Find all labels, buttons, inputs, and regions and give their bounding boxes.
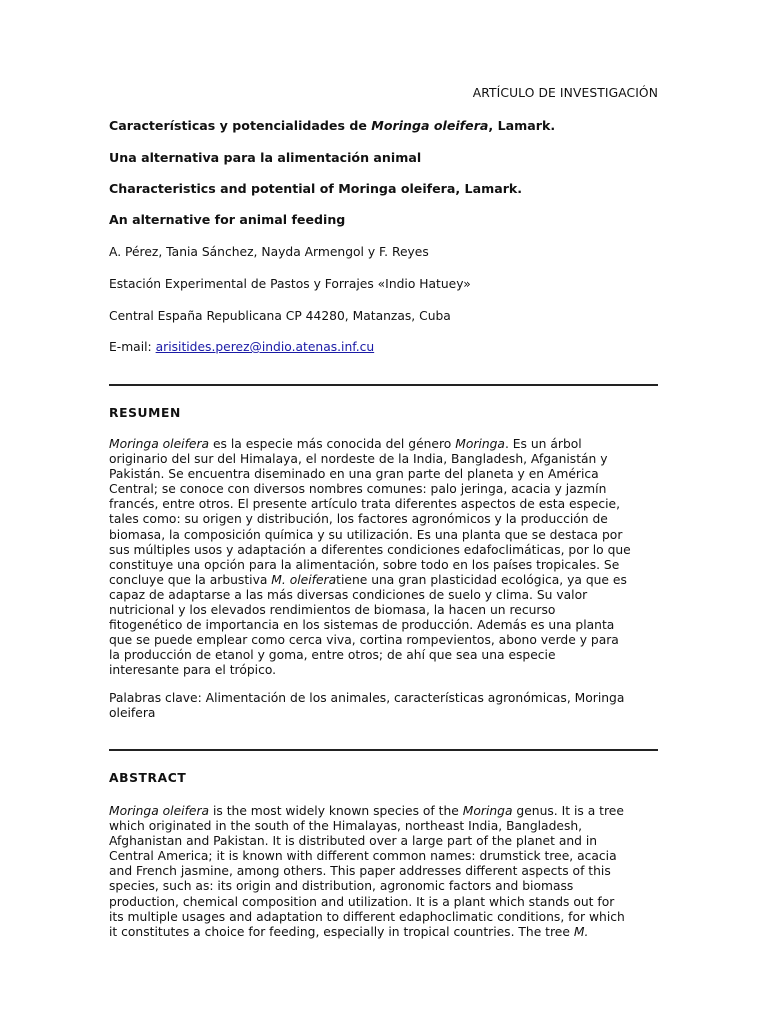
text-run: which originated in the south of the Himalayas, northeast India, Bangladesh, xyxy=(109,819,583,834)
text-run: francés, entre otros. El presente artículo trata diferentes aspectos de esta especie, xyxy=(109,497,621,512)
species-name: Moringa xyxy=(462,804,513,818)
text-run: es la especie más conocida del género xyxy=(209,437,456,451)
text-run: sus múltiples usos y adaptación a diferentes condiciones edafoclimáticas, por lo que xyxy=(109,542,631,557)
text-run: la producción de etanol y goma, entre otros; de ahí que sea una especie xyxy=(109,648,556,663)
paragraph-line xyxy=(109,452,658,467)
title-es-post: , Lamark. xyxy=(488,118,556,133)
keywords-line: Palabras clave: Alimentación de los animales, características agronómicas, Moringa xyxy=(109,691,625,705)
text-run: genus. It is a tree xyxy=(512,804,624,818)
paragraph-line xyxy=(109,849,658,864)
text-run: constituye una opción para la alimentación, sobre todo en los países tropicales. Se xyxy=(109,557,620,572)
paragraph-line xyxy=(109,558,658,573)
text-run: interesante para el trópico. xyxy=(109,663,277,678)
text-run: capaz de adaptarse a las más diversas condiciones de suelo y clima. Su valor xyxy=(109,587,588,602)
text-run: Pakistán. Se encuentra diseminado en una gran parte del planeta y en América xyxy=(109,467,599,482)
paragraph-line xyxy=(109,910,658,925)
paragraph-line xyxy=(109,834,658,849)
text-run: que se puede emplear como cerca viva, cortina rompevientos, abono verde y para xyxy=(109,633,619,648)
paragraph-line xyxy=(109,528,658,543)
paragraph-line xyxy=(109,633,658,648)
paragraph-line xyxy=(109,804,658,819)
species-name: M. xyxy=(573,924,589,939)
paragraph-line xyxy=(109,588,658,603)
paragraph-line xyxy=(109,543,658,558)
text-run: production, chemical composition and utilization. It is a plant which stands out for xyxy=(109,894,615,909)
text-run: Central; se conoce con diversos nombres comunes: palo jeringa, acacia y jazmín xyxy=(109,482,607,497)
resumen-heading: RESUMEN xyxy=(109,406,181,420)
section-divider xyxy=(109,749,658,751)
article-type-label: ARTÍCULO DE INVESTIGACIÓN xyxy=(472,86,658,100)
paragraph-line xyxy=(109,648,658,663)
subtitle-spanish: Una alternativa para la alimentación animal xyxy=(109,150,422,165)
text-run: and French jasmine, among others. This paper addresses different aspects of this xyxy=(109,864,611,879)
email-link[interactable]: arisitides.perez@indio.atenas.inf.cu xyxy=(155,340,375,354)
title-es-species: Moringa oleifera xyxy=(371,118,489,133)
paragraph-line xyxy=(109,925,658,940)
subtitle-english: An alternative for animal feeding xyxy=(109,212,346,227)
paragraph-line xyxy=(109,467,658,482)
paragraph-line xyxy=(109,437,658,452)
text-run: is the most widely known species of the xyxy=(209,804,463,818)
paragraph-line xyxy=(109,512,658,527)
text-run: . Es un árbol xyxy=(504,437,582,451)
paragraph-line xyxy=(109,864,658,879)
species-name: Moringa xyxy=(455,437,505,451)
text-run: it constitutes a choice for feeding, especially in tropical countries. The tree xyxy=(109,924,574,939)
email-line xyxy=(109,340,374,354)
keywords-line: oleifera xyxy=(109,706,156,721)
abstract-heading: ABSTRACT xyxy=(109,771,187,785)
paragraph-line xyxy=(109,618,658,633)
authors: A. Pérez, Tania Sánchez, Nayda Armengol y F. Reyes xyxy=(109,245,429,259)
text-run: tales como: su origen y distribución, los factores agronómicos y la producción de xyxy=(109,512,608,527)
keywords xyxy=(109,691,658,721)
text-run: concluye que la arbustiva xyxy=(109,572,272,587)
paragraph-line xyxy=(109,663,658,678)
species-name: Moringa oleifera xyxy=(109,804,210,818)
address: Central España Republicana CP 44280, Matanzas, Cuba xyxy=(109,309,451,323)
text-run: its multiple usages and adaptation to different edaphoclimatic conditions, for which xyxy=(109,909,625,924)
title-es-pre: Características y potencialidades de xyxy=(109,118,372,133)
title-spanish xyxy=(109,118,555,133)
paragraph-line xyxy=(109,482,658,497)
email-label: E-mail: xyxy=(109,340,156,354)
text-run: fitogenético de importancia en los sistemas de producción. Además es una planta xyxy=(109,618,615,633)
text-run: Afghanistan and Pakistan. It is distributed over a large part of the planet and in xyxy=(109,834,598,849)
title-english: Characteristics and potential of Moringa oleifera, Lamark. xyxy=(109,181,523,196)
text-run: nutricional y los elevados rendimientos de biomasa, la hacen un recurso xyxy=(109,603,556,618)
paragraph-line xyxy=(109,603,658,618)
species-name: M. oleifera xyxy=(271,572,337,587)
affiliation: Estación Experimental de Pastos y Forrajes «Indio Hatuey» xyxy=(109,277,471,291)
text-run: tiene una gran plasticidad ecológica, ya que es xyxy=(336,572,627,587)
species-name: Moringa oleifera xyxy=(109,437,210,451)
section-divider xyxy=(109,384,658,386)
paragraph-line xyxy=(109,573,658,588)
paragraph-line xyxy=(109,895,658,910)
paragraph-line xyxy=(109,819,658,834)
text-run: species, such as: its origin and distribution, agronomic factors and biomass xyxy=(109,879,574,894)
paragraph-line xyxy=(109,497,658,512)
paragraph-line xyxy=(109,879,658,894)
resumen-body xyxy=(109,437,658,679)
text-run: originario del sur del Himalaya, el nordeste de la India, Bangladesh, Afganistán y xyxy=(109,452,608,467)
abstract-body xyxy=(109,804,658,940)
text-run: Central America; it is known with different common names: drumstick tree, acacia xyxy=(109,849,617,864)
text-run: biomasa, la composición química y su utilización. Es una planta que se destaca por xyxy=(109,527,623,542)
